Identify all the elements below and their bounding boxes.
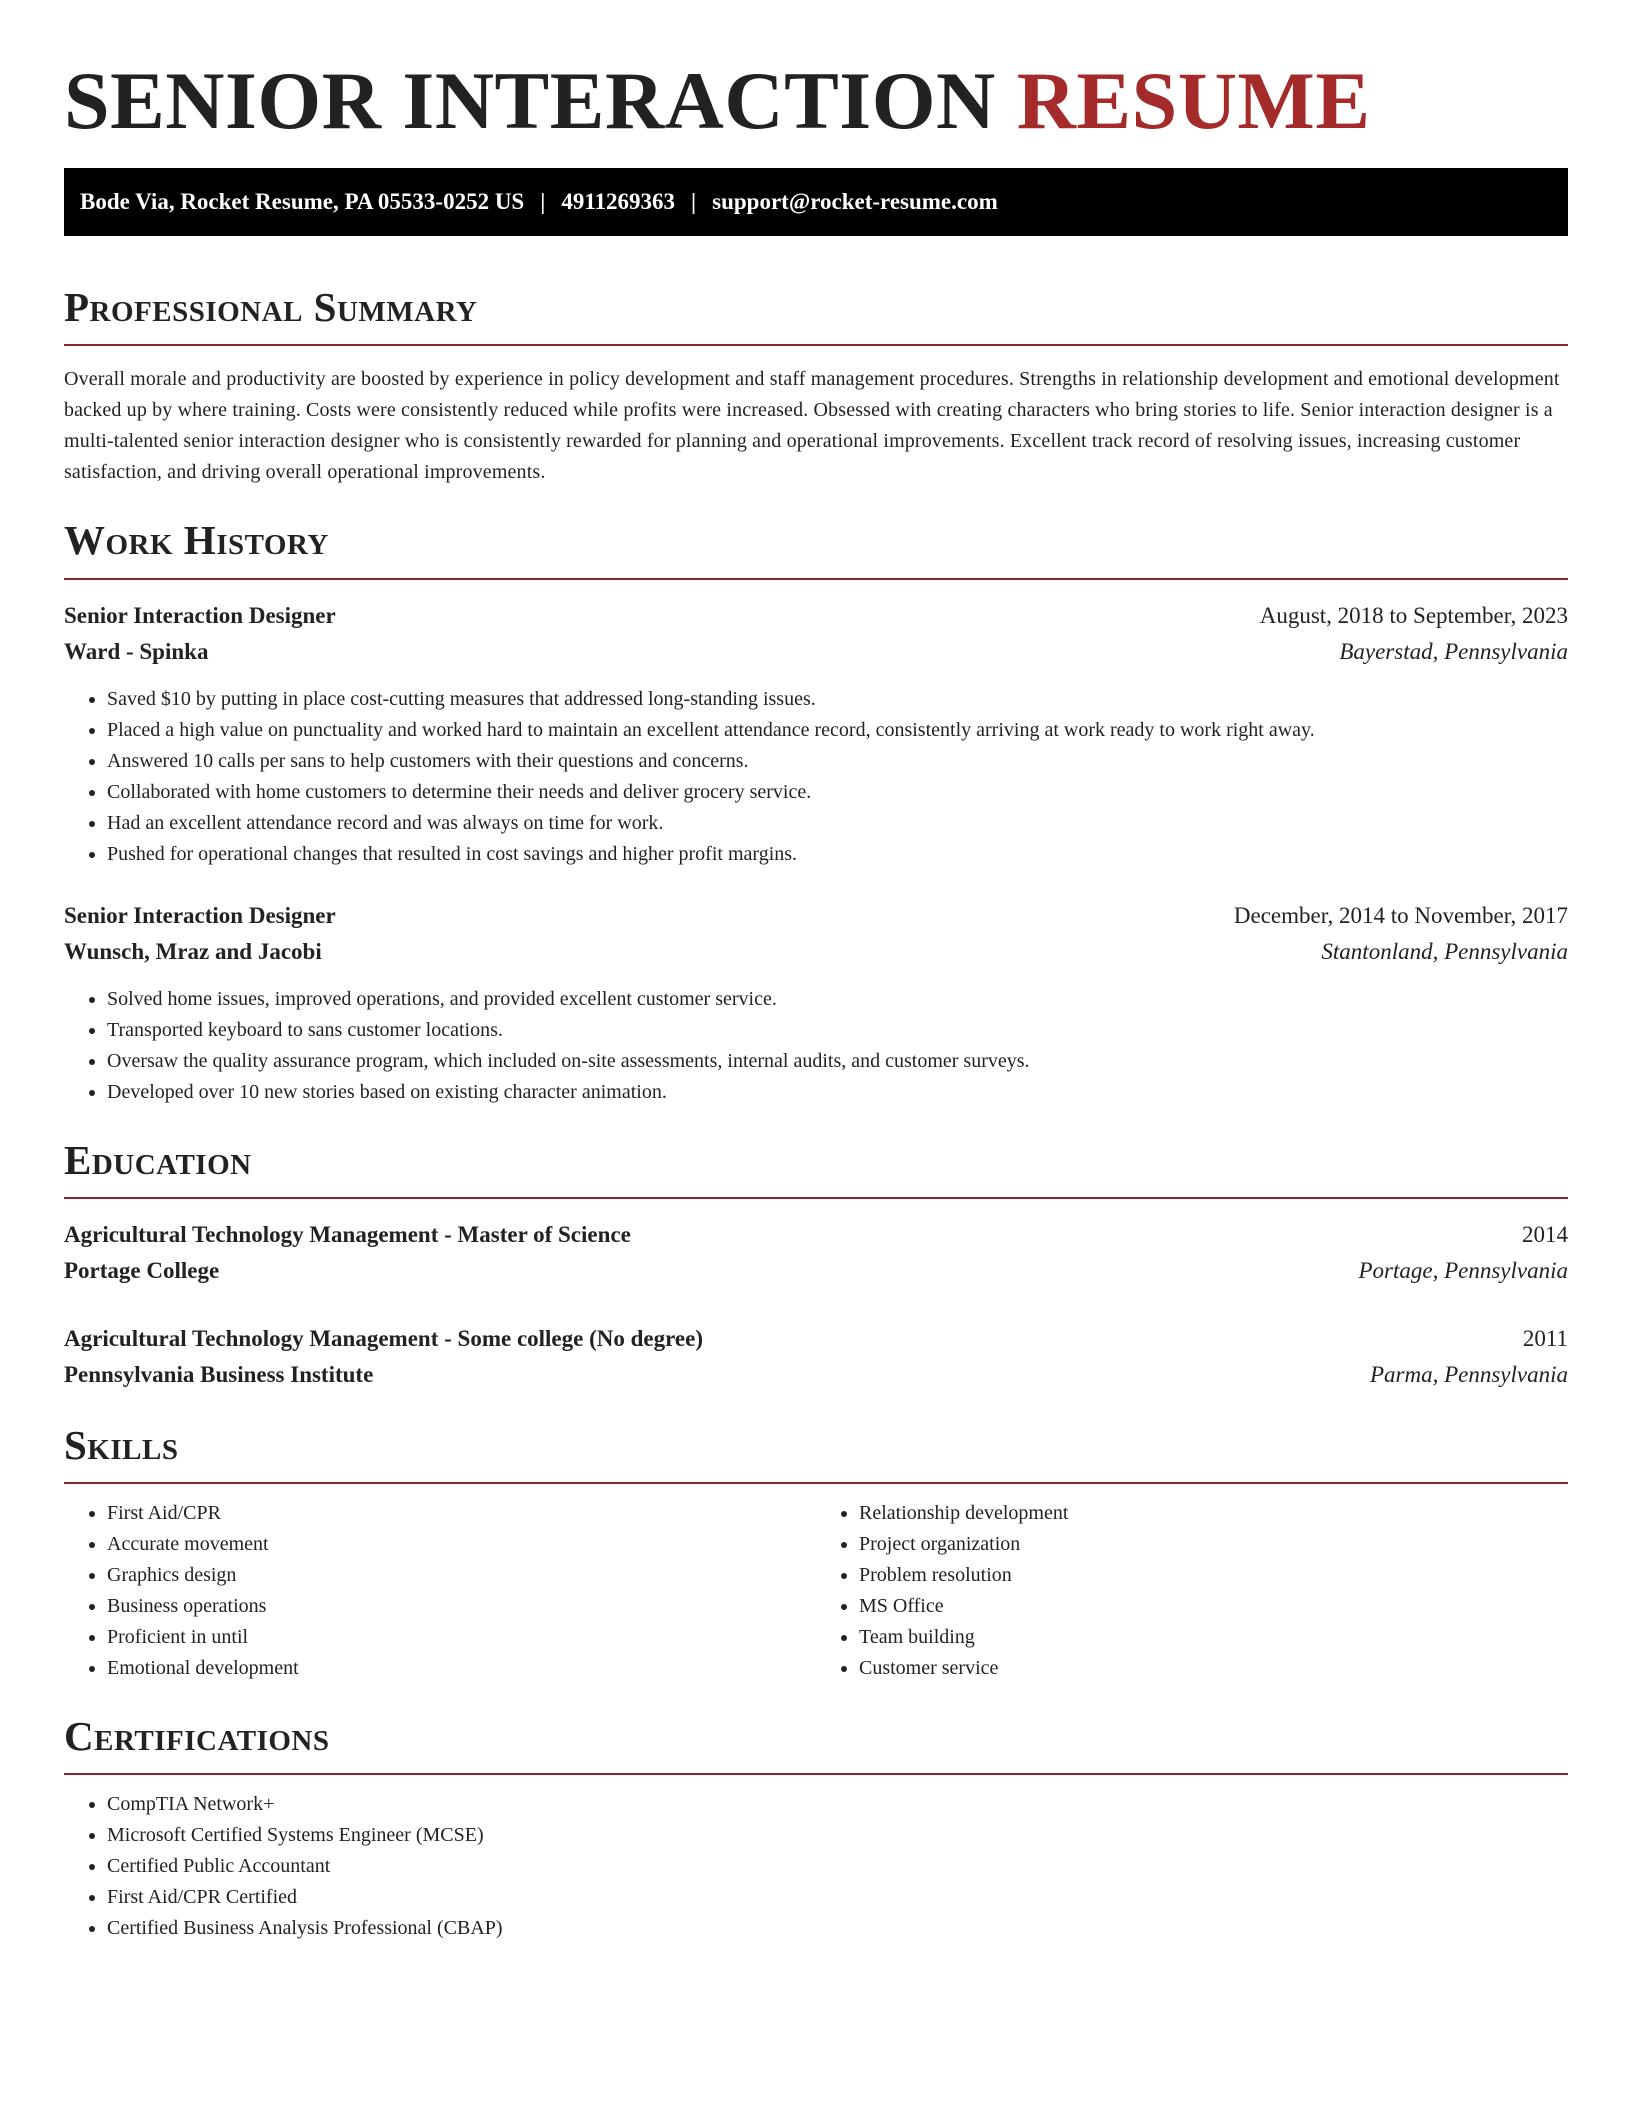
job-location: Bayerstad, Pennsylvania	[1339, 638, 1568, 664]
education-location: Parma, Pennsylvania	[1369, 1361, 1568, 1387]
education-subheader	[64, 1253, 1568, 1289]
summary-section	[64, 283, 1568, 488]
contact-phone: 4911269363	[561, 189, 676, 215]
contact-separator: |	[691, 189, 697, 215]
list-item: • Certified Business Analysis Professional (CBAP)	[107, 1913, 1568, 1944]
list-item: • Graphics design	[107, 1560, 816, 1591]
job-header	[64, 598, 1568, 634]
education-degree: Agricultural Technology Management - Master of Science	[64, 1221, 631, 1247]
list-item: • MS Office	[859, 1591, 1568, 1622]
list-item: • Saved $10 by putting in place cost-cutting measures that addressed long-standing issues.	[107, 684, 1568, 715]
skills-grid	[64, 1484, 1568, 1684]
list-item: • Collaborated with home customers to determine their needs and deliver grocery service.	[107, 777, 1568, 808]
education-section	[64, 1136, 1568, 1393]
certifications-section	[64, 1712, 1568, 1944]
section-title-summary: Professional Summary	[64, 284, 478, 331]
list-item: • CompTIA Network+	[107, 1789, 1568, 1820]
education-header	[64, 1321, 1568, 1357]
education-location: Portage, Pennsylvania	[1358, 1257, 1568, 1283]
job-entry	[64, 898, 1568, 1108]
contact-address: Bode Via, Rocket Resume, PA 05533-0252 US	[80, 189, 525, 215]
contact-email: support@rocket-resume.com	[712, 189, 998, 215]
list-item: • Solved home issues, improved operations, and provided excellent customer service.	[107, 984, 1568, 1015]
job-bullets	[64, 984, 1568, 1108]
job-role: Senior Interaction Designer	[64, 602, 336, 628]
education-school: Pennsylvania Business Institute	[64, 1361, 374, 1387]
list-item: • Problem resolution	[859, 1560, 1568, 1591]
education-school: Portage College	[64, 1257, 220, 1283]
section-divider	[64, 1773, 1568, 1775]
list-item: • Developed over 10 new stories based on existing character animation.	[107, 1077, 1568, 1108]
certifications-list	[64, 1789, 1568, 1944]
list-item: • Accurate movement	[107, 1529, 816, 1560]
work-section	[64, 516, 1568, 1107]
section-title-certifications: Certifications	[64, 1713, 330, 1760]
list-item: • Answered 10 calls per sans to help customers with their questions and concerns.	[107, 746, 1568, 777]
section-divider	[64, 1197, 1568, 1199]
job-dates: December, 2014 to November, 2017	[1233, 902, 1568, 928]
list-item: • Pushed for operational changes that resulted in cost savings and higher profit margins.	[107, 839, 1568, 870]
list-item: • Microsoft Certified Systems Engineer (MCSE)	[107, 1820, 1568, 1851]
section-divider	[64, 344, 1568, 346]
list-item: • Transported keyboard to sans customer locations.	[107, 1015, 1568, 1046]
job-bullets	[64, 684, 1568, 870]
summary-text: Overall morale and productivity are boosted by experience in policy development and staff management procedures. Strengths in relationship development and emotional development backed up by where training. Costs were consistently reduced while profits were increased. Obsessed with creating characters who bring stories to life. Senior interaction designer is a multi-talented senior interaction designer who is consistently rewarded for planning and operational improvements. Excellent track record of resolving issues, increasing customer satisfaction, and driving overall operational improvements.	[64, 368, 1560, 484]
list-item: • Proficient in until	[107, 1622, 816, 1653]
list-item: • Emotional development	[107, 1653, 816, 1684]
education-degree: Agricultural Technology Management - Some college (No degree)	[64, 1325, 703, 1351]
list-item: • Certified Public Accountant	[107, 1851, 1568, 1882]
job-entry	[64, 598, 1568, 870]
education-header	[64, 1217, 1568, 1253]
list-item: • Team building	[859, 1622, 1568, 1653]
list-item: • Relationship development	[859, 1498, 1568, 1529]
section-title-education: Education	[64, 1136, 252, 1183]
list-item: • Had an excellent attendance record and was always on time for work.	[107, 808, 1568, 839]
section-title-work: Work History	[64, 517, 329, 564]
list-item: • Business operations	[107, 1591, 816, 1622]
contact-bar	[64, 168, 1568, 236]
title-main: SENIOR INTERACTION	[64, 55, 996, 146]
job-subheader	[64, 934, 1568, 970]
skills-section	[64, 1421, 1568, 1684]
section-title-skills: Skills	[64, 1421, 179, 1468]
resume-title	[64, 0, 1568, 148]
section-divider	[64, 578, 1568, 580]
job-header	[64, 898, 1568, 934]
skills-list-right	[816, 1498, 1568, 1684]
job-dates: August, 2018 to September, 2023	[1259, 602, 1568, 628]
list-item: • First Aid/CPR	[107, 1498, 816, 1529]
title-accent: RESUME	[1016, 55, 1371, 146]
list-item: • Customer service	[859, 1653, 1568, 1684]
list-item: • Oversaw the quality assurance program, which included on-site assessments, internal audits, and customer surveys.	[107, 1046, 1568, 1077]
education-subheader	[64, 1357, 1568, 1393]
contact-separator: |	[540, 189, 546, 215]
job-company: Wunsch, Mraz and Jacobi	[64, 938, 322, 964]
job-location: Stantonland, Pennsylvania	[1321, 938, 1568, 964]
list-item: • Project organization	[859, 1529, 1568, 1560]
education-entry	[64, 1321, 1568, 1393]
skills-list-left	[64, 1498, 816, 1684]
job-role: Senior Interaction Designer	[64, 902, 336, 928]
education-year: 2011	[1522, 1325, 1568, 1351]
list-item: • Placed a high value on punctuality and worked hard to maintain an excellent attendance record, consistently arriving at work ready to work right away.	[107, 715, 1568, 746]
education-year: 2014	[1522, 1221, 1568, 1247]
education-entry	[64, 1217, 1568, 1289]
job-subheader	[64, 634, 1568, 670]
list-item: • First Aid/CPR Certified	[107, 1882, 1568, 1913]
job-company: Ward - Spinka	[64, 638, 209, 664]
